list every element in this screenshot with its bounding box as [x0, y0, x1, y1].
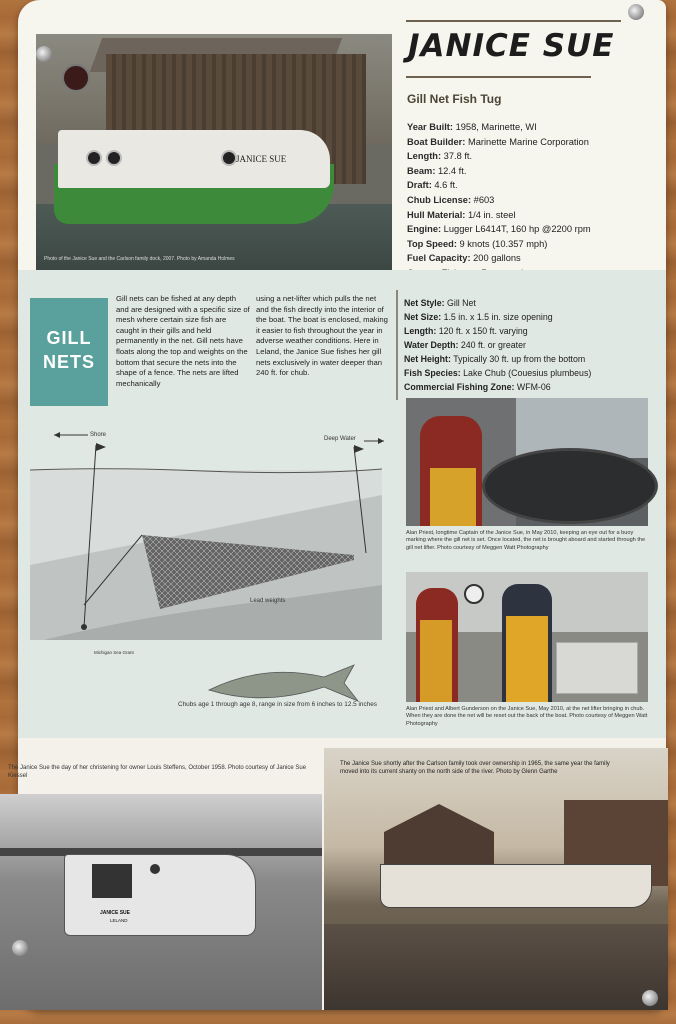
boat-spec-row	[407, 120, 591, 135]
mounting-screw	[628, 4, 644, 20]
boat-spec-row-value: #603	[471, 194, 495, 205]
boat-spec-row-label: Fuel Capacity:	[407, 253, 471, 264]
gill-nets-panel	[18, 270, 666, 740]
net-spec-row-label: Net Height:	[404, 354, 451, 364]
fish-caption: Chubs age 1 through age 8, range in size from 6 inches to 12.5 inches	[178, 701, 377, 708]
net-spec-row-label: Length:	[404, 326, 437, 336]
boat-spec-row-label: Length:	[407, 151, 442, 162]
captain-photo	[406, 398, 648, 526]
net-spec-row-value: Typically 30 ft. up from the bottom	[450, 354, 586, 364]
net-spec-row-value: Lake Chub (Couesius plumbeus)	[460, 368, 592, 378]
historic-photos	[8, 738, 666, 1010]
column-divider	[396, 290, 398, 400]
boat-spec-row	[407, 208, 591, 223]
net-spec-row	[404, 324, 591, 338]
janice-sue-dock-photo	[36, 34, 392, 272]
boat-spec-row-value: 37.8 ft.	[441, 151, 473, 162]
net-spec-row-value: Gill Net	[444, 298, 476, 308]
mounting-screw	[642, 990, 658, 1006]
gill-net-diagram	[24, 425, 394, 725]
title-rule-top	[406, 20, 621, 22]
christening-boat-place: LELAND	[110, 918, 128, 923]
boat-spec-row-value: 1/4 in. steel	[465, 209, 516, 220]
boat-spec-row	[407, 149, 591, 164]
christening-caption: The Janice Sue the day of her christening for owner Louis Steffens, October 1958. Photo courtesy of Janice Sue Kiessel	[8, 765, 307, 779]
page-subtitle: Gill Net Fish Tug	[407, 92, 502, 106]
mounting-screw	[12, 940, 28, 956]
carlson-caption: The Janice Sue shortly after the Carlson family took over ownership in 1965, the same year the family moved into its current shanty on the north side of the river. Photo by Glenn Garthe	[340, 761, 610, 775]
boat-spec-row-value: 12.4 ft.	[435, 165, 467, 176]
net-spec-row	[404, 366, 591, 380]
title-rule-bottom	[406, 76, 591, 78]
boat-spec-row	[407, 135, 591, 150]
boat-spec-row-label: Year Built:	[407, 122, 453, 132]
lead-weights-label: Lead weights	[250, 598, 286, 604]
gill-nets-badge: GILL NETS	[30, 298, 108, 406]
carlson-photo	[324, 748, 668, 1010]
photo-credit: Photo of the Janice Sue and the Carlson family dock, 2007. Photo by Amanda Holmes	[44, 256, 235, 262]
page-title: JANICE SUE	[408, 28, 615, 64]
net-spec-row-value: 240 ft. or greater	[458, 340, 526, 350]
net-spec-row-label: Fish Species:	[404, 368, 461, 378]
net-specs-list	[404, 296, 591, 394]
diagram-source: Michigan Sea Grant	[94, 650, 134, 655]
captain-caption: Alan Priest, longtime Captain of the Janice Sue, in May 2010, keeping an eye out for a buoy marking where the gill net is set. Once located, the net is brought aboard and started through the gill net lifter. Photo courtesy of Meggen Watt Photography	[406, 530, 646, 551]
deep-water-label: Deep Water	[324, 436, 356, 442]
boat-spec-row	[407, 193, 591, 208]
boat-spec-row-value: 4.6 ft.	[431, 180, 458, 191]
crew-photo	[406, 572, 648, 702]
boat-spec-row-label: Draft:	[407, 180, 432, 191]
boat-spec-row-label: Top Speed:	[407, 238, 457, 249]
net-spec-row-value: 120 ft. x 150 ft. varying	[436, 326, 528, 336]
net-spec-row-value: 1.5 in. x 1.5 in. size opening	[441, 312, 553, 322]
shore-label: Shore	[90, 432, 107, 438]
boat-spec-row-label: Beam:	[407, 165, 436, 176]
mounting-screw	[36, 46, 52, 62]
boat-spec-row	[407, 237, 591, 252]
net-spec-row-value: WFM-06	[514, 382, 551, 392]
gill-nets-text-col1: Gill nets can be fished at any depth and are designed with a specific size of mesh where certain size fish are caught in their gills and held permanently in the net. Gill nets have floats along the top and weights on the bottom that secure the nets into the shape of a fence. The nets are lifted mechanically	[116, 294, 250, 388]
informational-sign	[8, 0, 666, 1010]
boat-spec-row-value: Lugger L6414T, 160 hp @2200 rpm	[441, 224, 591, 235]
net-spec-row	[404, 352, 591, 366]
boat-spec-row-value: 200 gallons	[470, 253, 521, 264]
net-spec-row-label: Commercial Fishing Zone:	[404, 382, 515, 392]
net-spec-row-label: Net Size:	[404, 312, 442, 322]
net-spec-row	[404, 310, 591, 324]
boat-spec-row	[407, 178, 591, 193]
boat-name-painted: JANICE SUE	[236, 154, 287, 164]
boat-spec-row-value: Marinette Marine Corporation	[465, 136, 589, 147]
gill-nets-text-col2: using a net-lifter which pulls the net and the fish directly into the interior of the boat. The boat is enclosed, making it easier to fish throughout the year in adverse weather conditions. Here in Leland, the Janice Sue fishes her gill nets exclusively in water deeper than 240 ft. for chub.	[256, 294, 388, 378]
boat-spec-row	[407, 251, 591, 266]
net-spec-row-label: Water Depth:	[404, 340, 459, 350]
boat-specs-list	[407, 120, 591, 281]
boat-spec-row-value: 1958, Marinette, WI	[452, 122, 537, 132]
net-spec-row-label: Net Style:	[404, 298, 445, 308]
boat-spec-row-value: 9 knots (10.357 mph)	[456, 238, 548, 249]
boat-spec-row-label: Hull Material:	[407, 209, 466, 220]
net-spec-row	[404, 296, 591, 310]
boat-spec-row	[407, 222, 591, 237]
christening-boat-name: JANICE SUE	[100, 910, 131, 916]
boat-spec-row-label: Engine:	[407, 224, 442, 235]
net-spec-row	[404, 380, 591, 394]
boat-spec-row-label: Chub License:	[407, 194, 472, 205]
boat-spec-row	[407, 164, 591, 179]
crew-caption: Alan Priest and Albert Gunderson on the Janice Sue, May 2010, at the net lifter bringing in chub. When they are done the net will be reset out the back of the boat. Photo courtesy of Meggen Watt Photography	[406, 706, 648, 727]
christening-photo	[0, 794, 322, 1010]
net-spec-row	[404, 338, 591, 352]
boat-spec-row-label: Boat Builder:	[407, 136, 466, 147]
